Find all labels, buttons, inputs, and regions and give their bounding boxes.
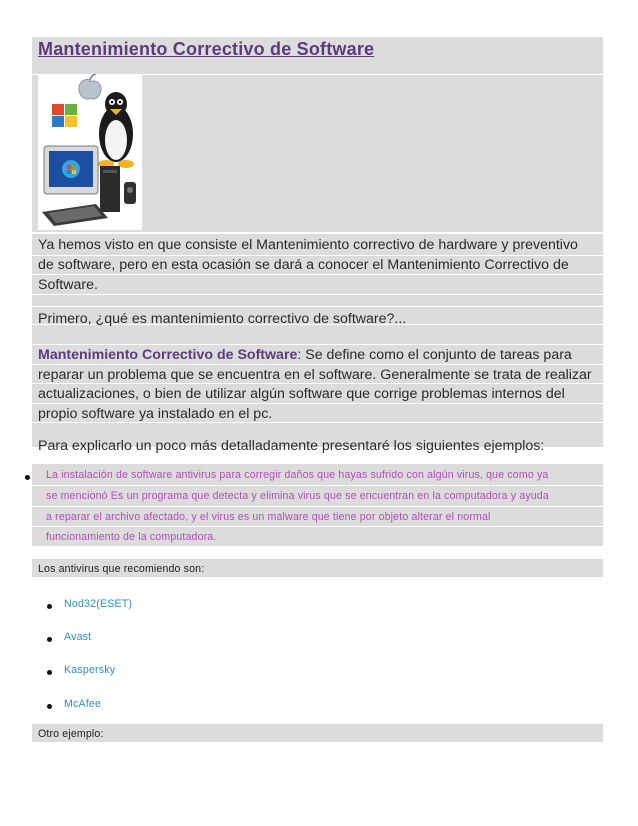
list-bullet <box>47 637 52 642</box>
example-line-1: La instalación de software antivirus para corregir daños que hayas sufrido con algún virus, que como ya <box>46 469 549 481</box>
definition-line-3: actualizaciones, o bien de utilizar algún software que corrige problemas internos del <box>38 386 565 402</box>
linux-penguin-icon <box>98 92 134 168</box>
intro-line-2: de software, pero en esta ocasión se dará a conocer el Mantenimiento Correctivo de <box>38 257 569 273</box>
definition-line-1 <box>38 345 572 365</box>
intro-line-3: Software. <box>38 277 98 293</box>
antivirus-item-nod32[interactable]: Nod32(ESET) <box>64 598 133 610</box>
definition-line-2: reparar un problema que se encuentra en el software. Generalmente se trata de realizar <box>38 367 592 383</box>
example-line-2: se mencionó Es un programa que detecta y elimina virus que se encuentran en la computadora y ayuda <box>46 490 549 502</box>
definition-term: Mantenimiento Correctivo de Software <box>38 347 298 363</box>
definition-line-4: propio software ya instalado en el pc. <box>38 406 273 422</box>
example-bullet <box>25 475 30 480</box>
other-example-label: Otro ejemplo: <box>38 728 104 740</box>
examples-intro: Para explicarlo un poco más detalladamente presentaré los siguientes ejemplos: <box>38 438 545 454</box>
software-illustration <box>38 74 142 230</box>
antivirus-item-avast[interactable]: Avast <box>64 631 92 643</box>
question-text: Primero, ¿qué es mantenimiento correctivo de software?... <box>38 311 407 327</box>
windows-logo-icon <box>52 104 77 127</box>
antivirus-item-kaspersky[interactable]: Kaspersky <box>64 664 116 676</box>
list-bullet <box>47 604 52 609</box>
example-line-3: a reparar el archivo afectado, y el virus es un malware que tiene por objeto alterar el normal <box>46 511 491 523</box>
antivirus-heading: Los antivirus que recomiendo son: <box>38 563 205 575</box>
list-bullet <box>47 670 52 675</box>
page-title[interactable]: Mantenimiento Correctivo de Software <box>38 39 375 59</box>
list-bullet <box>47 704 52 709</box>
apple-logo-icon <box>79 74 101 99</box>
intro-line-1: Ya hemos visto en que consiste el Mantenimiento correctivo de hardware y preventivo <box>38 237 578 253</box>
other-example-band <box>32 724 603 742</box>
antivirus-item-mcafee[interactable]: McAfee <box>64 698 102 710</box>
definition-line-1-rest: : Se define como el conjunto de tareas para <box>297 347 572 363</box>
example-line-4: funcionamiento de la computadora. <box>46 531 217 543</box>
